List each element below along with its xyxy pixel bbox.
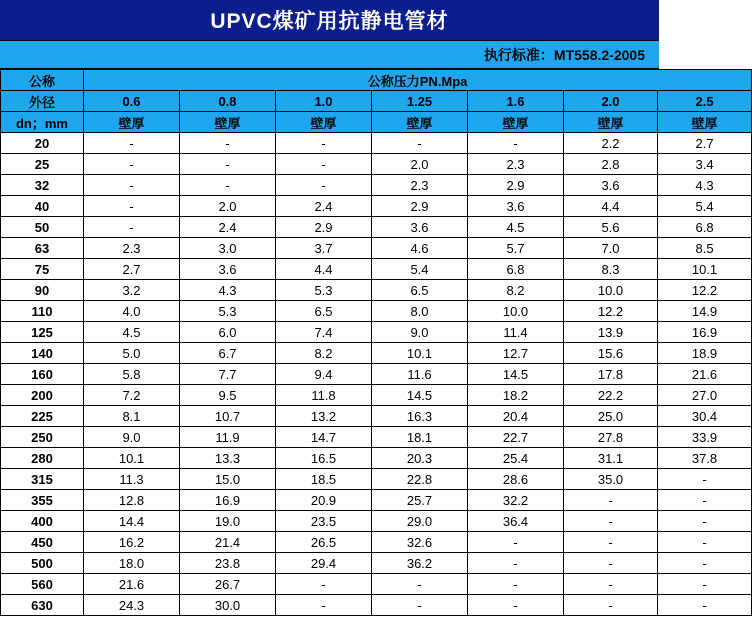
cell-wall-thickness: 18.5 [276, 469, 372, 490]
cell-wall-thickness: - [564, 595, 658, 616]
cell-wall-thickness: 6.8 [658, 217, 752, 238]
cell-nominal-diameter: 32 [1, 175, 84, 196]
cell-wall-thickness: 2.4 [276, 196, 372, 217]
cell-wall-thickness: 12.2 [564, 301, 658, 322]
cell-wall-thickness: 30.4 [658, 406, 752, 427]
cell-wall-thickness: 3.7 [276, 238, 372, 259]
cell-wall-thickness: - [564, 511, 658, 532]
cell-wall-thickness: 27.0 [658, 385, 752, 406]
cell-wall-thickness: 5.3 [180, 301, 276, 322]
cell-wall-thickness: 36.4 [468, 511, 564, 532]
cell-wall-thickness: - [468, 133, 564, 154]
table-row [1, 490, 752, 511]
header-thickness-2: 壁厚 [276, 112, 372, 133]
cell-wall-thickness: 2.7 [658, 133, 752, 154]
cell-wall-thickness: 4.0 [84, 301, 180, 322]
cell-wall-thickness: 14.9 [658, 301, 752, 322]
cell-wall-thickness: - [658, 574, 752, 595]
cell-wall-thickness: 4.4 [276, 259, 372, 280]
header-thickness-0: 壁厚 [84, 112, 180, 133]
cell-wall-thickness: 5.8 [84, 364, 180, 385]
cell-nominal-diameter: 560 [1, 574, 84, 595]
header-pressure-6: 2.5 [658, 91, 752, 112]
cell-nominal-diameter: 200 [1, 385, 84, 406]
cell-wall-thickness: - [658, 469, 752, 490]
header-thickness-3: 壁厚 [372, 112, 468, 133]
cell-wall-thickness: 12.2 [658, 280, 752, 301]
cell-wall-thickness: 23.5 [276, 511, 372, 532]
cell-nominal-diameter: 75 [1, 259, 84, 280]
cell-nominal-diameter: 20 [1, 133, 84, 154]
cell-wall-thickness: - [180, 154, 276, 175]
table-row [1, 532, 752, 553]
cell-wall-thickness: 28.6 [468, 469, 564, 490]
cell-nominal-diameter: 280 [1, 448, 84, 469]
cell-wall-thickness: 2.3 [84, 238, 180, 259]
cell-wall-thickness: 30.0 [180, 595, 276, 616]
header-nominal-line2: 外径 [1, 91, 84, 112]
cell-nominal-diameter: 315 [1, 469, 84, 490]
cell-wall-thickness: 14.7 [276, 427, 372, 448]
cell-wall-thickness: 4.3 [180, 280, 276, 301]
cell-wall-thickness: 10.0 [468, 301, 564, 322]
cell-wall-thickness: 5.6 [564, 217, 658, 238]
cell-wall-thickness: 5.4 [372, 259, 468, 280]
header-row-pressures [1, 91, 752, 112]
cell-wall-thickness: 7.0 [564, 238, 658, 259]
cell-wall-thickness: 8.5 [658, 238, 752, 259]
cell-wall-thickness: 9.4 [276, 364, 372, 385]
cell-wall-thickness: 11.8 [276, 385, 372, 406]
cell-wall-thickness: 18.0 [84, 553, 180, 574]
cell-nominal-diameter: 40 [1, 196, 84, 217]
cell-wall-thickness: 14.4 [84, 511, 180, 532]
cell-wall-thickness: 6.8 [468, 259, 564, 280]
table-row [1, 175, 752, 196]
cell-wall-thickness: 12.8 [84, 490, 180, 511]
cell-wall-thickness: - [84, 133, 180, 154]
cell-wall-thickness: 16.2 [84, 532, 180, 553]
cell-wall-thickness: 7.2 [84, 385, 180, 406]
cell-wall-thickness: 29.0 [372, 511, 468, 532]
cell-wall-thickness: 2.0 [180, 196, 276, 217]
cell-wall-thickness: - [276, 574, 372, 595]
cell-wall-thickness: 11.6 [372, 364, 468, 385]
cell-wall-thickness: 9.0 [84, 427, 180, 448]
cell-wall-thickness: 26.7 [180, 574, 276, 595]
cell-nominal-diameter: 110 [1, 301, 84, 322]
table-row [1, 133, 752, 154]
table-row [1, 553, 752, 574]
cell-wall-thickness: 25.7 [372, 490, 468, 511]
cell-wall-thickness: - [564, 490, 658, 511]
cell-nominal-diameter: 225 [1, 406, 84, 427]
table-row [1, 364, 752, 385]
cell-wall-thickness: - [372, 133, 468, 154]
cell-wall-thickness: - [658, 553, 752, 574]
header-thickness-1: 壁厚 [180, 112, 276, 133]
cell-wall-thickness: 29.4 [276, 553, 372, 574]
cell-wall-thickness: - [564, 553, 658, 574]
page-title: UPVC煤矿用抗静电管材 [0, 0, 659, 41]
cell-wall-thickness: 5.0 [84, 343, 180, 364]
cell-wall-thickness: 3.6 [372, 217, 468, 238]
cell-wall-thickness: 21.6 [658, 364, 752, 385]
cell-nominal-diameter: 160 [1, 364, 84, 385]
table-row [1, 595, 752, 616]
cell-wall-thickness: 5.4 [658, 196, 752, 217]
table-row [1, 322, 752, 343]
cell-wall-thickness: 13.3 [180, 448, 276, 469]
cell-wall-thickness: 2.8 [564, 154, 658, 175]
cell-wall-thickness: 32.6 [372, 532, 468, 553]
cell-wall-thickness: 3.4 [658, 154, 752, 175]
table-row [1, 469, 752, 490]
cell-wall-thickness: 10.1 [658, 259, 752, 280]
cell-wall-thickness: 6.0 [180, 322, 276, 343]
cell-wall-thickness: 25.0 [564, 406, 658, 427]
cell-wall-thickness: 12.7 [468, 343, 564, 364]
cell-wall-thickness: 6.5 [372, 280, 468, 301]
header-row-group [1, 70, 752, 91]
cell-wall-thickness: - [468, 574, 564, 595]
cell-wall-thickness: 14.5 [372, 385, 468, 406]
cell-wall-thickness: 8.2 [276, 343, 372, 364]
header-pressure-group: 公称压力PN.Mpa [84, 70, 752, 91]
header-pressure-0: 0.6 [84, 91, 180, 112]
cell-wall-thickness: 9.0 [372, 322, 468, 343]
table-row [1, 196, 752, 217]
cell-wall-thickness: - [658, 511, 752, 532]
table-row [1, 217, 752, 238]
table-row [1, 406, 752, 427]
header-row-subheader [1, 112, 752, 133]
cell-wall-thickness: - [564, 532, 658, 553]
cell-wall-thickness: 2.9 [468, 175, 564, 196]
cell-wall-thickness: 6.5 [276, 301, 372, 322]
cell-wall-thickness: - [658, 595, 752, 616]
table-row [1, 448, 752, 469]
cell-nominal-diameter: 125 [1, 322, 84, 343]
cell-wall-thickness: 16.9 [180, 490, 276, 511]
table-body [1, 133, 752, 616]
header-nominal-line1: 公称 [1, 70, 84, 91]
cell-wall-thickness: 27.8 [564, 427, 658, 448]
cell-wall-thickness: 20.9 [276, 490, 372, 511]
cell-wall-thickness: 18.1 [372, 427, 468, 448]
cell-wall-thickness: 7.7 [180, 364, 276, 385]
cell-wall-thickness: 10.0 [564, 280, 658, 301]
cell-wall-thickness: 2.4 [180, 217, 276, 238]
cell-nominal-diameter: 250 [1, 427, 84, 448]
cell-wall-thickness: 17.8 [564, 364, 658, 385]
cell-wall-thickness: 5.7 [468, 238, 564, 259]
cell-wall-thickness: 4.4 [564, 196, 658, 217]
cell-wall-thickness: 2.2 [564, 133, 658, 154]
cell-wall-thickness: 2.7 [84, 259, 180, 280]
cell-wall-thickness: 15.0 [180, 469, 276, 490]
cell-wall-thickness: - [372, 595, 468, 616]
cell-wall-thickness: 11.4 [468, 322, 564, 343]
cell-wall-thickness: 22.2 [564, 385, 658, 406]
cell-nominal-diameter: 140 [1, 343, 84, 364]
cell-wall-thickness: 4.3 [658, 175, 752, 196]
cell-wall-thickness: - [658, 532, 752, 553]
header-pressure-1: 0.8 [180, 91, 276, 112]
cell-wall-thickness: 3.6 [180, 259, 276, 280]
cell-wall-thickness: - [276, 175, 372, 196]
cell-wall-thickness: 16.3 [372, 406, 468, 427]
cell-wall-thickness: 32.2 [468, 490, 564, 511]
cell-wall-thickness: 2.0 [372, 154, 468, 175]
cell-wall-thickness: 10.7 [180, 406, 276, 427]
cell-wall-thickness: - [468, 595, 564, 616]
cell-wall-thickness: 6.7 [180, 343, 276, 364]
cell-wall-thickness: 5.3 [276, 280, 372, 301]
cell-wall-thickness: 22.7 [468, 427, 564, 448]
cell-nominal-diameter: 50 [1, 217, 84, 238]
cell-nominal-diameter: 630 [1, 595, 84, 616]
cell-wall-thickness: 35.0 [564, 469, 658, 490]
cell-wall-thickness: - [276, 595, 372, 616]
standard-text: 执行标准：MT558.2-2005 [483, 46, 645, 63]
header-thickness-4: 壁厚 [468, 112, 564, 133]
cell-wall-thickness: 2.3 [468, 154, 564, 175]
table-row [1, 259, 752, 280]
specification-table [0, 69, 752, 616]
cell-wall-thickness: 21.4 [180, 532, 276, 553]
cell-wall-thickness: 18.2 [468, 385, 564, 406]
cell-wall-thickness: 26.5 [276, 532, 372, 553]
cell-wall-thickness: 4.5 [468, 217, 564, 238]
cell-wall-thickness: 13.2 [276, 406, 372, 427]
header-pressure-4: 1.6 [468, 91, 564, 112]
cell-wall-thickness: - [372, 574, 468, 595]
cell-wall-thickness: 4.6 [372, 238, 468, 259]
cell-wall-thickness: - [276, 133, 372, 154]
cell-wall-thickness: - [84, 217, 180, 238]
cell-wall-thickness: 7.4 [276, 322, 372, 343]
cell-wall-thickness: 10.1 [372, 343, 468, 364]
cell-nominal-diameter: 63 [1, 238, 84, 259]
cell-wall-thickness: - [468, 532, 564, 553]
cell-wall-thickness: 4.5 [84, 322, 180, 343]
table-row [1, 154, 752, 175]
cell-wall-thickness: 24.3 [84, 595, 180, 616]
cell-wall-thickness: 8.1 [84, 406, 180, 427]
cell-wall-thickness: 37.8 [658, 448, 752, 469]
cell-wall-thickness: 8.0 [372, 301, 468, 322]
table-row [1, 574, 752, 595]
standard-bar [0, 41, 659, 69]
cell-wall-thickness: 21.6 [84, 574, 180, 595]
cell-wall-thickness: 3.2 [84, 280, 180, 301]
header-nominal-line3: dn；mm [1, 112, 84, 133]
cell-wall-thickness: 3.6 [564, 175, 658, 196]
table-row [1, 280, 752, 301]
cell-wall-thickness: 2.3 [372, 175, 468, 196]
cell-wall-thickness: 20.3 [372, 448, 468, 469]
cell-nominal-diameter: 90 [1, 280, 84, 301]
cell-wall-thickness: 2.9 [372, 196, 468, 217]
cell-wall-thickness: 3.0 [180, 238, 276, 259]
cell-nominal-diameter: 25 [1, 154, 84, 175]
cell-wall-thickness: - [180, 175, 276, 196]
table-row [1, 343, 752, 364]
header-pressure-5: 2.0 [564, 91, 658, 112]
header-pressure-2: 1.0 [276, 91, 372, 112]
cell-wall-thickness: - [84, 154, 180, 175]
header-thickness-5: 壁厚 [564, 112, 658, 133]
table-row [1, 511, 752, 532]
cell-wall-thickness: - [180, 133, 276, 154]
cell-nominal-diameter: 400 [1, 511, 84, 532]
cell-wall-thickness: 9.5 [180, 385, 276, 406]
cell-wall-thickness: 14.5 [468, 364, 564, 385]
cell-wall-thickness: 22.8 [372, 469, 468, 490]
header-thickness-6: 壁厚 [658, 112, 752, 133]
cell-wall-thickness: 16.5 [276, 448, 372, 469]
cell-wall-thickness: 33.9 [658, 427, 752, 448]
cell-wall-thickness: - [276, 154, 372, 175]
header-pressure-3: 1.25 [372, 91, 468, 112]
table-head [1, 70, 752, 133]
cell-wall-thickness: 23.8 [180, 553, 276, 574]
cell-wall-thickness: 31.1 [564, 448, 658, 469]
cell-wall-thickness: 15.6 [564, 343, 658, 364]
cell-nominal-diameter: 500 [1, 553, 84, 574]
table-row [1, 301, 752, 322]
cell-wall-thickness: 25.4 [468, 448, 564, 469]
cell-wall-thickness: - [84, 175, 180, 196]
cell-wall-thickness: 16.9 [658, 322, 752, 343]
table-row [1, 427, 752, 448]
cell-wall-thickness: 11.3 [84, 469, 180, 490]
cell-wall-thickness: 20.4 [468, 406, 564, 427]
cell-nominal-diameter: 355 [1, 490, 84, 511]
cell-wall-thickness: 36.2 [372, 553, 468, 574]
cell-wall-thickness: 8.2 [468, 280, 564, 301]
table-row [1, 238, 752, 259]
cell-wall-thickness: 2.9 [276, 217, 372, 238]
cell-wall-thickness: 18.9 [658, 343, 752, 364]
cell-wall-thickness: 8.3 [564, 259, 658, 280]
cell-wall-thickness: 13.9 [564, 322, 658, 343]
cell-wall-thickness: - [84, 196, 180, 217]
cell-wall-thickness: 19.0 [180, 511, 276, 532]
cell-wall-thickness: 10.1 [84, 448, 180, 469]
cell-wall-thickness: - [564, 574, 658, 595]
cell-wall-thickness: 11.9 [180, 427, 276, 448]
table-row [1, 385, 752, 406]
cell-nominal-diameter: 450 [1, 532, 84, 553]
cell-wall-thickness: - [468, 553, 564, 574]
cell-wall-thickness: - [658, 490, 752, 511]
cell-wall-thickness: 3.6 [468, 196, 564, 217]
